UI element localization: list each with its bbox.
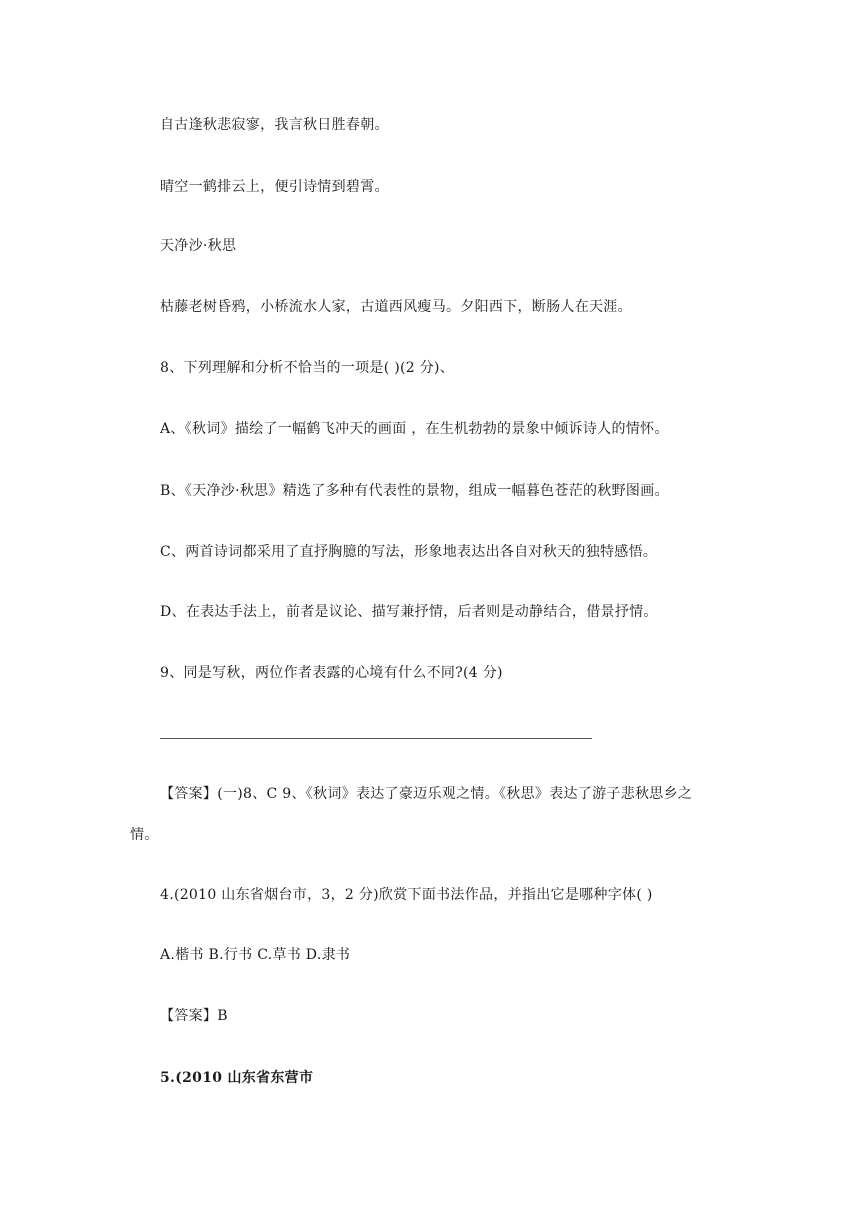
- poem2-title: 天净沙·秋思: [160, 238, 237, 254]
- answer-2: 【答案】B: [160, 1008, 228, 1024]
- question-9-stem: 9、同是写秋，两位作者表露的心境有什么不同?(4 分): [160, 665, 503, 681]
- poem2-text: 枯藤老树昏鸦，小桥流水人家，古道西风瘦马。夕阳西下，断肠人在天涯。: [160, 299, 632, 315]
- poem1-line2: 晴空一鹤排云上，便引诗情到碧霄。: [160, 179, 389, 195]
- answer-1-line1: 【答案】(一)8、C 9、《秋词》表达了豪迈乐观之情。《秋思》表达了游子悲秋思乡之: [160, 786, 693, 802]
- poem1-line1: 自古逢秋悲寂寥，我言秋日胜春朝。: [160, 117, 389, 133]
- question-4-options: A.楷书 B.行书 C.草书 D.隶书: [160, 947, 351, 963]
- question-8-option-b: B、《天净沙·秋思》精选了多种有代表性的景物，组成一幅暮色苍茫的秋野图画。: [160, 483, 669, 499]
- question-4-stem: 4.(2010 山东省烟台市，3，2 分)欣赏下面书法作品，并指出它是哪种字体( ): [160, 887, 653, 903]
- answer-1-line2: 情。: [130, 827, 159, 843]
- question-5-heading: 5.(2010 山东省东营市: [160, 1070, 314, 1086]
- question-8-option-a: A、《秋词》描绘了一幅鹤飞冲天的画面 ，在生机勃勃的景象中倾诉诗人的情怀。: [160, 421, 669, 437]
- answer-blank-line: [160, 738, 592, 739]
- question-8-option-d: D、在表达手法上，前者是议论、描写兼抒情，后者则是动静结合，借景抒情。: [160, 604, 658, 620]
- question-8-stem: 8、下列理解和分析不恰当的一项是( )(2 分)、: [160, 360, 455, 376]
- question-8-option-c: C、两首诗词都采用了直抒胸臆的写法，形象地表达出各自对秋天的独特感悟。: [160, 544, 658, 560]
